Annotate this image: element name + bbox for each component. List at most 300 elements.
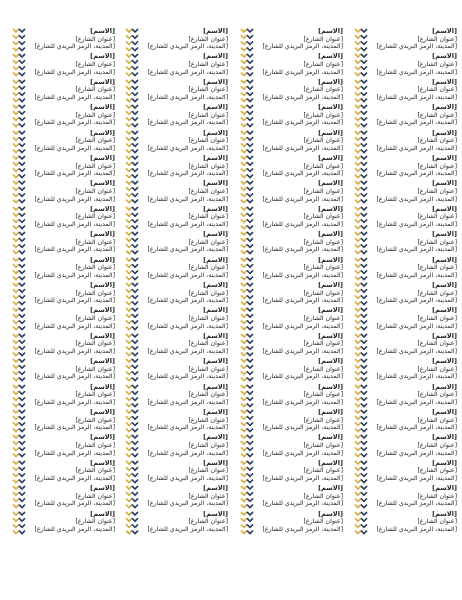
label-city-line[interactable]: [المدينة، الرمز البريدي للشارع] (147, 373, 228, 381)
label-name[interactable]: [الاسم] (90, 205, 115, 213)
label-street[interactable]: [عنوان الشارع] (417, 441, 457, 449)
label-city-line[interactable]: [المدينة، الرمز البريدي للشارع] (262, 398, 343, 406)
address-label (240, 333, 343, 358)
label-text (140, 104, 228, 127)
label-name[interactable]: [الاسم] (432, 332, 457, 340)
label-text (255, 460, 343, 483)
label-street[interactable]: [عنوان الشارع] (75, 391, 115, 399)
label-street[interactable]: [عنوان الشارع] (188, 416, 228, 424)
label-name[interactable]: [الاسم] (90, 282, 115, 289)
label-name[interactable]: [الاسم] (432, 485, 457, 493)
label-street[interactable]: [عنوان الشارع] (303, 86, 343, 94)
label-name[interactable]: [الاسم] (318, 205, 343, 213)
label-city-line[interactable]: [المدينة، الرمز البريدي للشارع] (262, 119, 343, 127)
label-city-line[interactable]: [المدينة، الرمز البريدي للشارع] (147, 170, 228, 178)
label-city-line[interactable]: [المدينة، الرمز البريدي للشارع] (262, 93, 343, 101)
address-label (354, 333, 457, 358)
label-city-line[interactable]: [المدينة، الرمز البريدي للشارع] (262, 68, 343, 76)
label-street[interactable]: [عنوان الشارع] (188, 441, 228, 449)
label-street[interactable]: [عنوان الشارع] (303, 492, 343, 500)
label-street[interactable]: [عنوان الشارع] (417, 162, 457, 170)
label-city-line[interactable]: [المدينة، الرمز البريدي للشارع] (262, 474, 343, 482)
label-name[interactable]: [الاسم] (432, 28, 457, 35)
label-name[interactable]: [الاسم] (203, 104, 228, 112)
label-name[interactable]: [الاسم] (203, 78, 228, 86)
label-street[interactable]: [عنوان الشارع] (188, 314, 228, 322)
label-street[interactable]: [عنوان الشارع] (75, 60, 115, 68)
label-street[interactable]: [عنوان الشارع] (417, 416, 457, 424)
label-street[interactable]: [عنوان الشارع] (188, 467, 228, 475)
label-name[interactable]: [الاسم] (432, 383, 457, 391)
label-name[interactable]: [الاسم] (432, 282, 457, 289)
address-label (354, 384, 457, 409)
label-name[interactable]: [الاسم] (432, 459, 457, 467)
label-text (369, 231, 457, 254)
label-name[interactable]: [الاسم] (318, 409, 343, 416)
label-text (369, 460, 457, 483)
label-city-line[interactable]: [المدينة، الرمز البريدي للشارع] (147, 271, 228, 279)
label-name[interactable]: [الاسم] (432, 307, 457, 315)
label-city-line[interactable]: [المدينة، الرمز البريدي للشارع] (376, 322, 457, 330)
label-name[interactable]: [الاسم] (90, 332, 115, 340)
label-street[interactable]: [عنوان الشارع] (75, 264, 115, 272)
label-city-line[interactable]: [المدينة، الرمز البريدي للشارع] (34, 373, 115, 381)
label-city-line[interactable]: [المدينة، الرمز البريدي للشارع] (376, 424, 457, 432)
label-street[interactable]: [عنوان الشارع] (303, 213, 343, 221)
address-label (12, 257, 115, 282)
label-name[interactable]: [الاسم] (432, 129, 457, 137)
label-name[interactable]: [الاسم] (432, 358, 457, 366)
label-city-line[interactable]: [المدينة، الرمز البريدي للشارع] (34, 500, 115, 508)
address-label (240, 409, 343, 434)
label-city-line[interactable]: [المدينة، الرمز البريدي للشارع] (34, 195, 115, 203)
label-street[interactable]: [عنوان الشارع] (417, 86, 457, 94)
label-street[interactable]: [عنوان الشارع] (303, 518, 343, 526)
label-name[interactable]: [الاسم] (318, 28, 343, 35)
label-text (255, 231, 343, 254)
label-street[interactable]: [عنوان الشارع] (188, 518, 228, 526)
label-name[interactable]: [الاسم] (90, 231, 115, 239)
address-label (125, 384, 228, 409)
label-text (27, 434, 115, 457)
label-city-line[interactable]: [المدينة، الرمز البريدي للشارع] (34, 220, 115, 228)
label-text (255, 28, 343, 51)
label-street[interactable]: [عنوان الشارع] (75, 213, 115, 221)
label-street[interactable]: [عنوان الشارع] (303, 340, 343, 348)
label-name[interactable]: [الاسم] (90, 383, 115, 391)
label-name[interactable]: [الاسم] (90, 53, 115, 61)
address-label (12, 409, 115, 434)
label-city-line[interactable]: [المدينة، الرمز البريدي للشارع] (376, 525, 457, 533)
label-city-line[interactable]: [المدينة، الرمز البريدي للشارع] (262, 449, 343, 457)
label-city-line[interactable]: [المدينة، الرمز البريدي للشارع] (147, 195, 228, 203)
address-label (12, 206, 115, 231)
label-name[interactable]: [الاسم] (203, 256, 228, 264)
label-city-line[interactable]: [المدينة، الرمز البريدي للشارع] (34, 119, 115, 127)
label-street[interactable]: [عنوان الشارع] (417, 391, 457, 399)
label-city-line[interactable]: [المدينة، الرمز البريدي للشارع] (376, 373, 457, 381)
label-text (27, 511, 115, 534)
label-street[interactable]: [عنوان الشارع] (188, 264, 228, 272)
label-street[interactable]: [عنوان الشارع] (303, 35, 343, 43)
address-label (125, 511, 228, 536)
label-city-line[interactable]: [المدينة، الرمز البريدي للشارع] (147, 43, 228, 51)
label-city-line[interactable]: [المدينة، الرمز البريدي للشارع] (34, 68, 115, 76)
label-street[interactable]: [عنوان الشارع] (417, 238, 457, 246)
label-city-line[interactable]: [المدينة، الرمز البريدي للشارع] (376, 347, 457, 355)
label-street[interactable]: [عنوان الشارع] (75, 35, 115, 43)
label-street[interactable]: [عنوان الشارع] (75, 289, 115, 297)
label-city-line[interactable]: [المدينة، الرمز البريدي للشارع] (147, 220, 228, 228)
label-street[interactable]: [عنوان الشارع] (75, 441, 115, 449)
label-city-line[interactable]: [المدينة، الرمز البريدي للشارع] (34, 474, 115, 482)
label-text (140, 384, 228, 407)
label-city-line[interactable]: [المدينة، الرمز البريدي للشارع] (34, 424, 115, 432)
label-street[interactable]: [عنوان الشارع] (188, 162, 228, 170)
label-city-line[interactable]: [المدينة، الرمز البريدي للشارع] (34, 144, 115, 152)
label-name[interactable]: [الاسم] (203, 155, 228, 162)
label-street[interactable]: [عنوان الشارع] (75, 467, 115, 475)
label-name[interactable]: [الاسم] (318, 307, 343, 315)
label-city-line[interactable]: [المدينة، الرمز البريدي للشارع] (34, 170, 115, 178)
label-street[interactable]: [عنوان الشارع] (188, 391, 228, 399)
address-label (12, 384, 115, 409)
address-label (125, 104, 228, 129)
label-name[interactable]: [الاسم] (432, 155, 457, 162)
address-label (354, 231, 457, 256)
label-city-line[interactable]: [المدينة، الرمز البريدي للشارع] (376, 119, 457, 127)
label-street[interactable]: [عنوان الشارع] (303, 238, 343, 246)
label-street[interactable]: [عنوان الشارع] (75, 111, 115, 119)
label-name[interactable]: [الاسم] (90, 256, 115, 264)
label-city-line[interactable]: [المدينة، الرمز البريدي للشارع] (34, 297, 115, 305)
label-name[interactable]: [الاسم] (90, 78, 115, 86)
label-city-line[interactable]: [المدينة، الرمز البريدي للشارع] (147, 424, 228, 432)
address-label (354, 434, 457, 459)
label-city-line[interactable]: [المدينة، الرمز البريدي للشارع] (34, 322, 115, 330)
label-name[interactable]: [الاسم] (432, 53, 457, 61)
label-street[interactable]: [عنوان الشارع] (417, 137, 457, 145)
label-city-line[interactable]: [المدينة، الرمز البريدي للشارع] (262, 424, 343, 432)
label-city-line[interactable]: [المدينة، الرمز البريدي للشارع] (376, 144, 457, 152)
label-street[interactable]: [عنوان الشارع] (75, 137, 115, 145)
label-street[interactable]: [عنوان الشارع] (417, 35, 457, 43)
label-name[interactable]: [الاسم] (90, 155, 115, 162)
label-street[interactable]: [عنوان الشارع] (417, 213, 457, 221)
label-name[interactable]: [الاسم] (203, 53, 228, 61)
label-street[interactable]: [عنوان الشارع] (75, 340, 115, 348)
label-city-line[interactable]: [المدينة، الرمز البريدي للشارع] (147, 119, 228, 127)
label-street[interactable]: [عنوان الشارع] (188, 111, 228, 119)
label-name[interactable]: [الاسم] (432, 510, 457, 518)
label-text (140, 409, 228, 432)
address-label (240, 231, 343, 256)
label-name[interactable]: [الاسم] (203, 28, 228, 35)
label-city-line[interactable]: [المدينة، الرمز البريدي للشارع] (376, 500, 457, 508)
label-city-line[interactable]: [المدينة، الرمز البريدي للشارع] (376, 474, 457, 482)
label-street[interactable]: [عنوان الشارع] (303, 441, 343, 449)
label-street[interactable]: [عنوان الشارع] (417, 314, 457, 322)
label-name[interactable]: [الاسم] (432, 205, 457, 213)
address-label (240, 130, 343, 155)
label-name[interactable]: [الاسم] (318, 78, 343, 86)
label-name[interactable]: [الاسم] (318, 53, 343, 61)
label-name[interactable]: [الاسم] (203, 383, 228, 391)
label-city-line[interactable]: [المدينة، الرمز البريدي للشارع] (376, 170, 457, 178)
address-label (354, 104, 457, 129)
label-name[interactable]: [الاسم] (318, 358, 343, 366)
address-label (354, 307, 457, 332)
label-street[interactable]: [عنوان الشارع] (75, 187, 115, 195)
label-street[interactable]: [عنوان الشارع] (303, 289, 343, 297)
label-text (369, 307, 457, 330)
label-name[interactable]: [الاسم] (318, 256, 343, 264)
label-name[interactable]: [الاسم] (318, 459, 343, 467)
label-name[interactable]: [الاسم] (432, 231, 457, 239)
label-city-line[interactable]: [المدينة، الرمز البريدي للشارع] (147, 474, 228, 482)
label-city-line[interactable]: [المدينة، الرمز البريدي للشارع] (262, 43, 343, 51)
label-text (140, 307, 228, 330)
label-street[interactable]: [عنوان الشارع] (303, 416, 343, 424)
label-city-line[interactable]: [المدينة، الرمز البريدي للشارع] (262, 220, 343, 228)
label-city-line[interactable]: [المدينة، الرمز البريدي للشارع] (262, 144, 343, 152)
label-city-line[interactable]: [المدينة، الرمز البريدي للشارع] (147, 449, 228, 457)
address-label (354, 282, 457, 307)
label-text (255, 384, 343, 407)
label-street[interactable]: [عنوان الشارع] (188, 365, 228, 373)
label-city-line[interactable]: [المدينة، الرمز البريدي للشارع] (376, 195, 457, 203)
label-name[interactable]: [الاسم] (432, 256, 457, 264)
address-label (12, 180, 115, 205)
label-street[interactable]: [عنوان الشارع] (417, 289, 457, 297)
label-text (27, 409, 115, 432)
label-city-line[interactable]: [المدينة، الرمز البريدي للشارع] (147, 322, 228, 330)
label-city-line[interactable]: [المدينة، الرمز البريدي للشارع] (147, 93, 228, 101)
label-street[interactable]: [عنوان الشارع] (417, 111, 457, 119)
label-city-line[interactable]: [المدينة، الرمز البريدي للشارع] (262, 246, 343, 254)
label-name[interactable]: [الاسم] (90, 485, 115, 493)
label-city-line[interactable]: [المدينة، الرمز البريدي للشارع] (376, 297, 457, 305)
label-name[interactable]: [الاسم] (90, 28, 115, 35)
label-text (255, 409, 343, 432)
label-text (255, 485, 343, 508)
label-name[interactable]: [الاسم] (318, 383, 343, 391)
label-street[interactable]: [عنوان الشارع] (188, 289, 228, 297)
label-name[interactable]: [الاسم] (318, 155, 343, 162)
label-city-line[interactable]: [المدينة، الرمز البريدي للشارع] (376, 246, 457, 254)
label-street[interactable]: [عنوان الشارع] (75, 238, 115, 246)
label-street[interactable]: [عنوان الشارع] (417, 340, 457, 348)
label-name[interactable]: [الاسم] (432, 180, 457, 188)
label-name[interactable]: [الاسم] (90, 510, 115, 518)
label-street[interactable]: [عنوان الشارع] (75, 86, 115, 94)
label-city-line[interactable]: [المدينة، الرمز البريدي للشارع] (376, 220, 457, 228)
label-name[interactable]: [الاسم] (90, 358, 115, 366)
label-street[interactable]: [عنوان الشارع] (188, 86, 228, 94)
label-name[interactable]: [الاسم] (318, 434, 343, 442)
label-street[interactable]: [عنوان الشارع] (303, 60, 343, 68)
label-text (369, 53, 457, 76)
label-city-line[interactable]: [المدينة، الرمز البريدي للشارع] (262, 347, 343, 355)
label-street[interactable]: [عنوان الشارع] (188, 213, 228, 221)
label-text (27, 257, 115, 280)
label-name[interactable]: [الاسم] (203, 459, 228, 467)
label-city-line[interactable]: [المدينة، الرمز البريدي للشارع] (262, 297, 343, 305)
label-city-line[interactable]: [المدينة، الرمز البريدي للشارع] (376, 93, 457, 101)
label-name[interactable]: [الاسم] (203, 358, 228, 366)
label-name[interactable]: [الاسم] (203, 231, 228, 239)
label-name[interactable]: [الاسم] (318, 180, 343, 188)
label-street[interactable]: [عنوان الشارع] (303, 467, 343, 475)
address-label (12, 485, 115, 510)
address-label (240, 384, 343, 409)
label-name[interactable]: [الاسم] (203, 180, 228, 188)
label-street[interactable]: [عنوان الشارع] (188, 60, 228, 68)
label-name[interactable]: [الاسم] (203, 282, 228, 289)
label-name[interactable]: [الاسم] (90, 129, 115, 137)
label-city-line[interactable]: [المدينة، الرمز البريدي للشارع] (376, 398, 457, 406)
label-city-line[interactable]: [المدينة، الرمز البريدي للشارع] (34, 246, 115, 254)
label-street[interactable]: [عنوان الشارع] (417, 492, 457, 500)
label-street[interactable]: [عنوان الشارع] (75, 365, 115, 373)
label-city-line[interactable]: [المدينة، الرمز البريدي للشارع] (376, 43, 457, 51)
label-city-line[interactable]: [المدينة، الرمز البريدي للشارع] (262, 322, 343, 330)
label-text (140, 282, 228, 305)
address-label (12, 333, 115, 358)
label-city-line[interactable]: [المدينة، الرمز البريدي للشارع] (262, 373, 343, 381)
label-city-line[interactable]: [المدينة، الرمز البريدي للشارع] (147, 246, 228, 254)
label-text (27, 333, 115, 356)
label-name[interactable]: [الاسم] (203, 409, 228, 416)
label-city-line[interactable]: [المدينة، الرمز البريدي للشارع] (262, 170, 343, 178)
label-name[interactable]: [الاسم] (90, 409, 115, 416)
label-street[interactable]: [عنوان الشارع] (188, 492, 228, 500)
label-name[interactable]: [الاسم] (432, 434, 457, 442)
label-name[interactable]: [الاسم] (203, 510, 228, 518)
label-text (369, 511, 457, 534)
address-label (240, 53, 343, 78)
label-city-line[interactable]: [المدينة، الرمز البريدي للشارع] (262, 525, 343, 533)
label-street[interactable]: [عنوان الشارع] (417, 467, 457, 475)
label-name[interactable]: [الاسم] (203, 129, 228, 137)
label-text (27, 384, 115, 407)
label-street[interactable]: [عنوان الشارع] (75, 492, 115, 500)
label-street[interactable]: [عنوان الشارع] (303, 365, 343, 373)
label-street[interactable]: [عنوان الشارع] (188, 35, 228, 43)
label-street[interactable]: [عنوان الشارع] (75, 416, 115, 424)
label-city-line[interactable]: [المدينة، الرمز البريدي للشارع] (147, 525, 228, 533)
label-name[interactable]: [الاسم] (203, 485, 228, 493)
label-street[interactable]: [عنوان الشارع] (75, 314, 115, 322)
label-city-line[interactable]: [المدينة، الرمز البريدي للشارع] (34, 43, 115, 51)
label-name[interactable]: [الاسم] (203, 307, 228, 315)
label-street[interactable]: [عنوان الشارع] (303, 314, 343, 322)
label-text (27, 231, 115, 254)
label-street[interactable]: [عنوان الشارع] (188, 238, 228, 246)
label-city-line[interactable]: [المدينة، الرمز البريدي للشارع] (34, 398, 115, 406)
label-text (27, 485, 115, 508)
address-label (12, 53, 115, 78)
label-city-line[interactable]: [المدينة، الرمز البريدي للشارع] (147, 500, 228, 508)
label-city-line[interactable]: [المدينة، الرمز البريدي للشارع] (262, 271, 343, 279)
label-name[interactable]: [الاسم] (318, 282, 343, 289)
label-name[interactable]: [الاسم] (90, 104, 115, 112)
label-street[interactable]: [عنوان الشارع] (417, 264, 457, 272)
label-street[interactable]: [عنوان الشارع] (75, 162, 115, 170)
label-name[interactable]: [الاسم] (203, 434, 228, 442)
label-name[interactable]: [الاسم] (90, 307, 115, 315)
label-name[interactable]: [الاسم] (318, 231, 343, 239)
label-city-line[interactable]: [المدينة، الرمز البريدي للشارع] (34, 271, 115, 279)
label-street[interactable]: [عنوان الشارع] (75, 518, 115, 526)
address-label (125, 130, 228, 155)
label-city-line[interactable]: [المدينة، الرمز البريدي للشارع] (34, 347, 115, 355)
label-street[interactable]: [عنوان الشارع] (303, 137, 343, 145)
label-name[interactable]: [الاسم] (203, 332, 228, 340)
label-name[interactable]: [الاسم] (90, 180, 115, 188)
label-name[interactable]: [الاسم] (90, 434, 115, 442)
label-city-line[interactable]: [المدينة، الرمز البريدي للشارع] (376, 68, 457, 76)
label-name[interactable]: [الاسم] (432, 409, 457, 416)
label-street[interactable]: [عنوان الشارع] (417, 187, 457, 195)
label-text (27, 130, 115, 153)
label-name[interactable]: [الاسم] (318, 129, 343, 137)
label-street[interactable]: [عنوان الشارع] (303, 264, 343, 272)
label-city-line[interactable]: [المدينة، الرمز البريدي للشارع] (34, 93, 115, 101)
label-city-line[interactable]: [المدينة، الرمز البريدي للشارع] (34, 525, 115, 533)
label-text (369, 28, 457, 51)
address-label (240, 511, 343, 536)
label-city-line[interactable]: [المدينة، الرمز البريدي للشارع] (376, 271, 457, 279)
label-street[interactable]: [عنوان الشارع] (303, 111, 343, 119)
label-text (140, 511, 228, 534)
label-text (140, 485, 228, 508)
label-street[interactable]: [عنوان الشارع] (417, 518, 457, 526)
address-label (240, 434, 343, 459)
label-name[interactable]: [الاسم] (432, 104, 457, 112)
label-street[interactable]: [عنوان الشارع] (188, 137, 228, 145)
label-name[interactable]: [الاسم] (318, 104, 343, 112)
label-street[interactable]: [عنوان الشارع] (188, 187, 228, 195)
address-label (354, 28, 457, 53)
label-street[interactable]: [عنوان الشارع] (417, 60, 457, 68)
label-street[interactable]: [عنوان الشارع] (188, 340, 228, 348)
label-street[interactable]: [عنوان الشارع] (417, 365, 457, 373)
label-street[interactable]: [عنوان الشارع] (303, 187, 343, 195)
label-city-line[interactable]: [المدينة، الرمز البريدي للشارع] (147, 297, 228, 305)
label-street[interactable]: [عنوان الشارع] (303, 391, 343, 399)
label-name[interactable]: [الاسم] (203, 205, 228, 213)
address-label (12, 307, 115, 332)
label-city-line[interactable]: [المدينة، الرمز البريدي للشارع] (34, 449, 115, 457)
label-text (27, 155, 115, 178)
label-city-line[interactable]: [المدينة، الرمز البريدي للشارع] (147, 398, 228, 406)
label-text (255, 155, 343, 178)
label-name[interactable]: [الاسم] (432, 78, 457, 86)
label-city-line[interactable]: [المدينة، الرمز البريدي للشارع] (262, 195, 343, 203)
label-name[interactable]: [الاسم] (318, 332, 343, 340)
label-name[interactable]: [الاسم] (90, 459, 115, 467)
label-name[interactable]: [الاسم] (318, 510, 343, 518)
label-city-line[interactable]: [المدينة، الرمز البريدي للشارع] (147, 144, 228, 152)
label-text (255, 180, 343, 203)
label-city-line[interactable]: [المدينة، الرمز البريدي للشارع] (376, 449, 457, 457)
label-city-line[interactable]: [المدينة، الرمز البريدي للشارع] (147, 68, 228, 76)
label-city-line[interactable]: [المدينة، الرمز البريدي للشارع] (262, 500, 343, 508)
label-name[interactable]: [الاسم] (318, 485, 343, 493)
label-street[interactable]: [عنوان الشارع] (303, 162, 343, 170)
label-city-line[interactable]: [المدينة، الرمز البريدي للشارع] (147, 347, 228, 355)
